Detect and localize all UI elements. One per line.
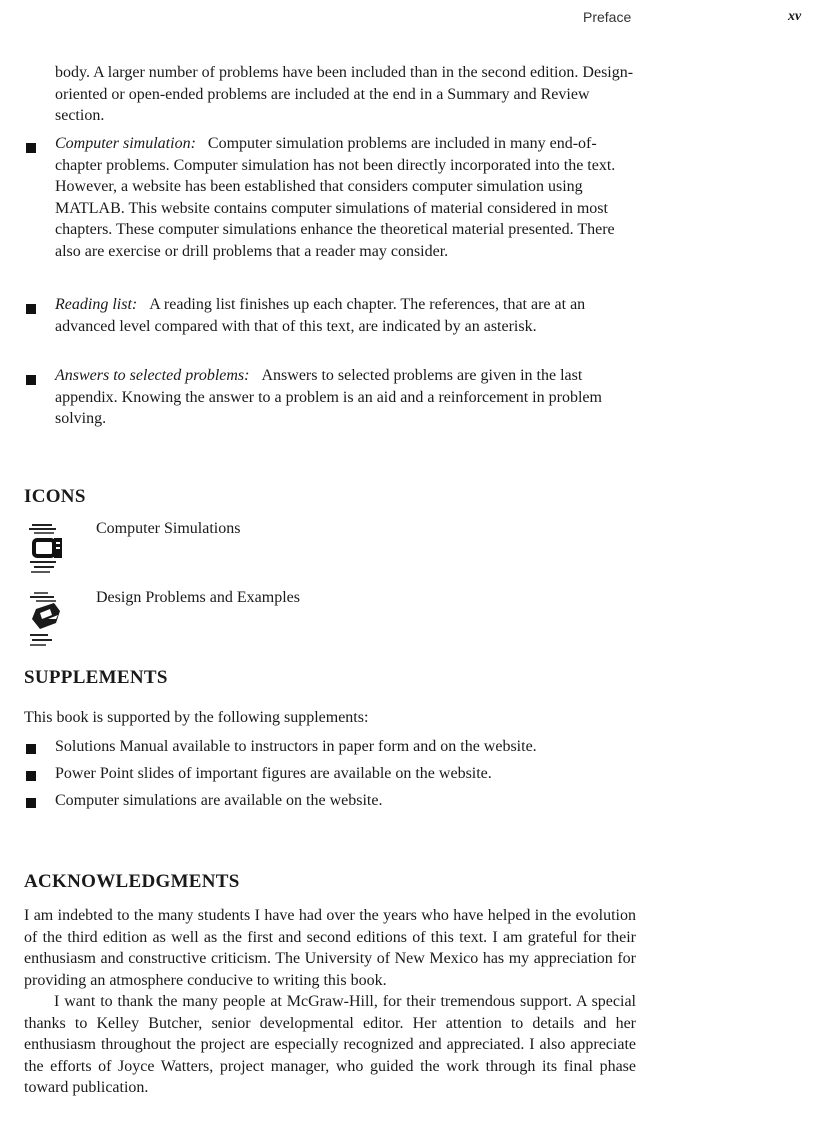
- feature-reading-list: [55, 294, 635, 337]
- feature-lead: Reading list:: [55, 296, 138, 313]
- bullet-icon: [26, 771, 36, 781]
- list-item: Solutions Manual available to instructors in paper form and on the website.: [55, 738, 537, 755]
- acknowledgments-body: [24, 905, 636, 1099]
- feature-text: Answers to selected problems are given in the last appendix. Knowing the answer to a problem is an aid and a reinforcement in problem solving.: [55, 367, 602, 427]
- page-number: xv: [788, 9, 802, 24]
- icons-heading: ICONS: [24, 486, 86, 507]
- supplements-intro: This book is supported by the following supplements:: [24, 709, 369, 726]
- running-head: [0, 9, 816, 29]
- icon-label: Design Problems and Examples: [96, 589, 300, 606]
- acknowledgments-heading: ACKNOWLEDGMENTS: [24, 871, 240, 892]
- list-item: Power Point slides of important figures are available on the website.: [55, 765, 492, 782]
- bullet-icon: [26, 375, 36, 385]
- bullet-icon: [26, 744, 36, 754]
- computer-simulation-icon: [26, 520, 66, 580]
- feature-lead: Answers to selected problems:: [55, 367, 250, 384]
- bullet-icon: [26, 304, 36, 314]
- feature-computer-simulation: [55, 133, 635, 262]
- icon-label: Computer Simulations: [96, 520, 241, 537]
- running-head-title: Preface: [583, 9, 632, 25]
- bullet-icon: [26, 143, 36, 153]
- intro-continuation: body. A larger number of problems have been included than in the second edition. Design-oriented or open-ended problems are included at the end in a Summary and Review section.: [55, 64, 634, 124]
- bullet-icon: [26, 798, 36, 808]
- design-problems-icon: [26, 589, 66, 649]
- feature-lead: Computer simulation:: [55, 135, 196, 152]
- list-item: Computer simulations are available on the website.: [55, 792, 383, 809]
- ack-paragraph: I want to thank the many people at McGraw-Hill, for their tremendous support. A special thanks to Kelley Butcher, senior developmental editor. Her attention to details and her enthusiasm throughout the project are especially recognized and appreciated. I also appreciate the efforts of Joyce Watters, project manager, who guided the work through its final phase toward publication.: [24, 993, 636, 1096]
- feature-answers: [55, 365, 635, 430]
- supplements-heading: SUPPLEMENTS: [24, 667, 168, 688]
- feature-text: A reading list finishes up each chapter. The references, that are at an advanced level compared with that of this text, are indicated by an asterisk.: [55, 296, 586, 335]
- ack-paragraph: I am indebted to the many students I have had over the years who have helped in the evolution of the third edition as well as the first and second editions of this text. I am grateful for their enthusiasm and constructive criticism. The University of New Mexico has my appreciation for providing an atmosphere conducive to writing this book.: [24, 907, 636, 989]
- feature-text: Computer simulation problems are included in many end-of-chapter problems. Computer simulation has not been directly incorporated into the text. However, a website has been established that considers computer simulation using MATLAB. This website contains computer simulations of material considered in most chapters. These computer simulations enhance the theoretical material presented. There also are exercise or drill problems that a reader may consider.: [55, 135, 616, 260]
